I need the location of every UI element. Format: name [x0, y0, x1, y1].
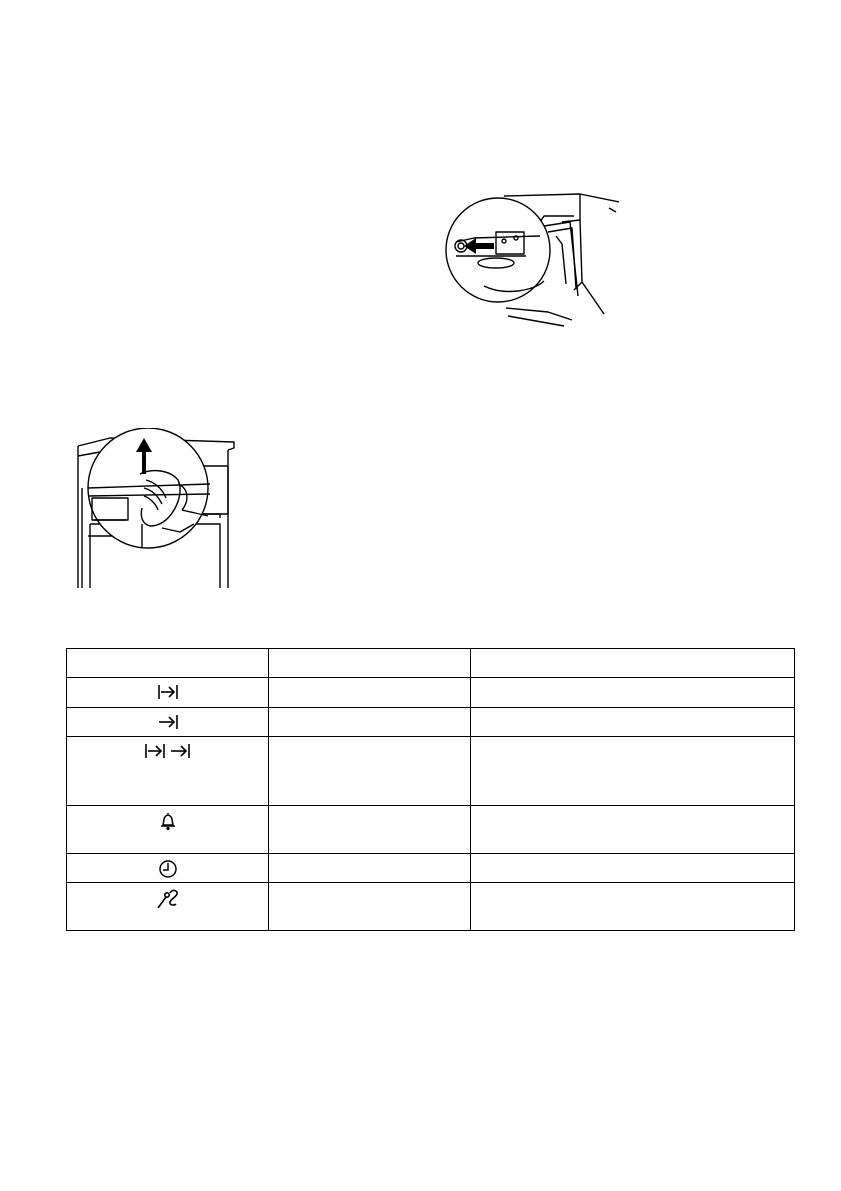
table-cell — [471, 883, 795, 931]
table-row — [67, 883, 795, 931]
symbol-cell — [67, 806, 269, 854]
header-cell — [67, 649, 269, 678]
table-cell — [269, 678, 471, 708]
table-cell — [471, 737, 795, 806]
table-cell — [471, 708, 795, 737]
end-arrow-icon — [157, 713, 179, 731]
symbol-cell — [67, 708, 269, 737]
table-cell — [269, 737, 471, 806]
start-end-end-arrow-icon — [144, 742, 192, 760]
table-row — [67, 708, 795, 737]
table-cell — [471, 854, 795, 883]
table-row — [67, 854, 795, 883]
start-end-arrow-icon — [157, 683, 179, 701]
meat-probe-icon — [156, 888, 180, 910]
table-cell — [269, 854, 471, 883]
symbol-cell — [67, 737, 269, 806]
table-cell — [471, 806, 795, 854]
table-row — [67, 806, 795, 854]
door-hinge-illustration — [444, 186, 619, 331]
function-table — [66, 648, 795, 931]
table-cell — [269, 806, 471, 854]
table-row — [67, 737, 795, 806]
clock-icon — [158, 859, 178, 879]
table-row — [67, 678, 795, 708]
lift-panel-illustration — [70, 428, 240, 588]
symbol-cell — [67, 854, 269, 883]
bell-icon — [159, 811, 177, 831]
header-cell — [269, 649, 471, 678]
symbol-cell — [67, 883, 269, 931]
table-cell — [269, 883, 471, 931]
symbol-cell — [67, 678, 269, 708]
table-cell — [269, 708, 471, 737]
table-header-row — [67, 649, 795, 678]
header-cell — [471, 649, 795, 678]
table-cell — [471, 678, 795, 708]
